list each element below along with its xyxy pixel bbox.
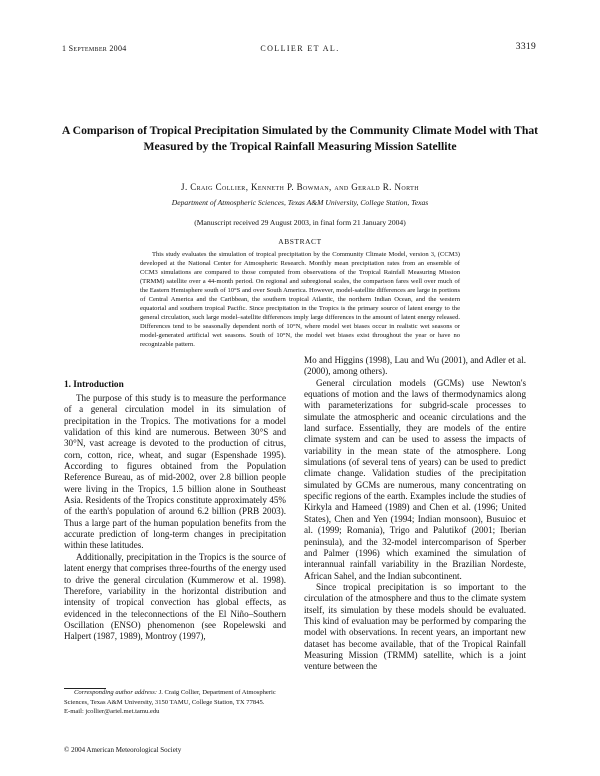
section-heading: 1. Introduction	[64, 380, 124, 390]
abstract-heading: ABSTRACT	[278, 237, 322, 246]
paragraph: General circulation models (GCMs) use Newton's equations of motion and the laws of thermodynamics along with parameterizations for subgrid-scale processes to simulate the atmospheric and oceanic circulations and the land surface. Essentially, they are models of the entire climate system and can be used to assess the impacts of variability in the mean state of the atmosphere. Long simulations (of several tens of years) can be used to predict climate change. Validation studies of the precipitation simulated by GCMs are numerous, many concentrating on specific regions of the earth. Examples include the studies of Kirkyla and Hameed (1989) and Chen et al. (1996; United States), Chen and Yen (1994; Indian monsoon), Busuioc et al. (1999; Romania), Trigo and Palutikof (2001; Iberian peninsula), and the 32-model intercomparison of Sperber and Palmer (1996) which examined the simulation of interannual rainfall variability in the Brazilian Nordeste, African Sahel, and the Indian subcontinent.	[304, 377, 526, 581]
paragraph: Mo and Higgins (1998), Lau and Wu (2001), and Adler et al. (2000), among others).	[304, 355, 526, 377]
right-column	[304, 355, 526, 673]
footnote-email: E-mail: jcollier@ariel.met.tamu.edu	[64, 708, 160, 716]
page-number: 3319	[515, 42, 536, 52]
author-affiliation: Department of Atmospheric Sciences, Texas A&M University, College Station, Texas	[171, 198, 429, 207]
footnote-label: Corresponding author address:	[74, 689, 158, 696]
left-column	[64, 393, 286, 643]
footnote-address	[64, 688, 290, 707]
paragraph: Additionally, precipitation in the Tropics is the source of latent energy that comprises three-fourths of the energy used to drive the general circulation (Kummerow et al. 1998). Therefore, variability in the horizontal distribution and intensity of tropical convection has global effects, as evidenced in the teleconnections of the El Niño–Southern Oscillation (ENSO) phenomenon (see Ropelewski and Halpert (1987, 1989), Montroy (1997),	[64, 551, 286, 642]
copyright-notice: © 2004 American Meteorological Society	[64, 746, 182, 754]
footnote	[64, 688, 290, 717]
running-header-authors: COLLIER ET AL.	[260, 44, 340, 53]
paragraph: Since tropical precipitation is so important to the circulation of the atmosphere and thus to the climate system itself, its simulation by these models should be evaluated. This kind of evaluation may be performed by comparing the model with observations. In recent years, an important new dataset has become available, that of the Tropical Rainfall Measuring Mission (TRMM) satellite, which is a joint venture between the	[304, 581, 526, 672]
running-header-date: 1 September 2004	[62, 44, 127, 53]
footnote-text: J. Craig Collier, Department of Atmospheric Sciences, Texas A&M University, 3150 TAMU, College Station, TX 77845.	[64, 689, 276, 706]
paragraph: The purpose of this study is to measure the performance of a general circulation model in its simulation of precipitation in the Tropics. The motivations for a model validation of this kind are numerous. Between 30°S and 30°N, vast acreage is devoted to the production of citrus, corn, cotton, rice, wheat, and sugar (Espenshade 1995). According to figures obtained from the Population Reference Bureau, as of mid-2002, over 2.8 billion people were living in the Tropics, 1.5 billion alone in Southeast Asia. Residents of the Tropics constitute approximately 45% of the earth's population of around 6.2 billion (PRB 2003). Thus a large part of the human population benefits from the accurate prediction of long-term changes in precipitation within these latitudes.	[64, 393, 286, 551]
manuscript-dates: (Manuscript received 29 August 2003, in final form 21 January 2004)	[194, 218, 406, 227]
abstract-body: This study evaluates the simulation of tropical precipitation by the Community Climate Model, version 3, (CCM3) developed at the National Center for Atmospheric Research. Monthly mean precipitation rates from an ensemble of CCM3 simulations are compared to those computed from observations of the Tropical Rainfall Measuring Mission (TRMM) satellite over a 44-month period. On regional and subregional scales, the comparison fares well over much of the Eastern Hemisphere south of 10°S and over South America. However, model-satellite differences are large in portions of Central America and the Caribbean, the southern tropical Atlantic, the northern Indian Ocean, and the western equatorial and southern tropical Pacific. Since precipitation in the Tropics is the primary source of latent energy to the general circulation, such large model–satellite differences imply large differences in the amount of latent energy released. Differences tend to be seasonally dependent north of 10°N, where model wet biases occur in realistic wet seasons or model-generated artificial wet seasons. South of 10°N, the model wet biases exist throughout the year or have no recognizable pattern.	[140, 251, 460, 348]
author-list: J. Craig Collier, Kenneth P. Bowman, and Gerald R. North	[181, 182, 419, 192]
paper-title: A Comparison of Tropical Precipitation Simulated by the Community Climate Model with That Measured by the Tropical Rainfall Measuring Mission Satellite	[61, 124, 539, 153]
